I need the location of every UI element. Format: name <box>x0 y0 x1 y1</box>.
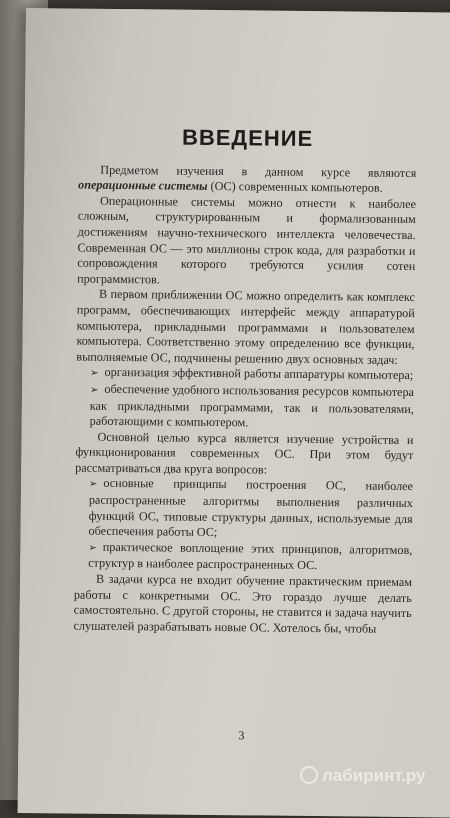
watermark-text: лабиринт.ру <box>322 766 426 785</box>
bullet-arrow-icon: ➢ <box>88 542 97 554</box>
page-number: 3 <box>238 728 245 743</box>
watermark <box>300 766 425 786</box>
list-item-2 <box>76 381 414 432</box>
bullet-arrow-icon: ➢ <box>88 479 98 491</box>
paragraph-1 <box>78 162 416 197</box>
book-page <box>18 8 450 818</box>
paragraph-2: Операционные системы можно отнести к наиболее сложным, структурированным и формализованным достижениям научно-технического интеллекта человечества. Современная ОС — это миллионы строк кода, для разработки и сопровождения которого требуются усилия сотен программистов. <box>77 193 417 287</box>
list-item-text: организация эффективной работы аппаратуры компьютера; <box>104 365 414 383</box>
list-item-4 <box>74 539 412 575</box>
list-item-text: практическое воплощение этих принципов, алгоритмов, структур в наиболее распространенных ОС. <box>88 539 413 573</box>
list-item-text: основные принципы построения ОС, наиболее распространенные алгоритмы выполнения различных функций ОС, типовые структуры данных, используемые для обеспечения работы ОС; <box>88 476 414 540</box>
paragraph-1-emphasis: операционные системы <box>78 177 208 194</box>
page-content <box>73 124 417 743</box>
page-title: ВВЕДЕНИЕ <box>181 124 314 152</box>
bullet-arrow-icon: ➢ <box>89 384 99 396</box>
paragraph-1-start: Предметом изучения в данном курсе являются <box>100 162 417 180</box>
bullet-arrow-icon: ➢ <box>90 368 99 380</box>
list-item-text: обеспечение удобного использования ресурсов компьютера как прикладными программами, так и пользователями, работающими с компьютером. <box>89 381 415 430</box>
paragraph-1-end: (ОС) современных компьютеров. <box>207 179 383 195</box>
paragraph-3: В первом приближении ОС можно определить как комплекс программ, обеспечивающих интерфейс между аппаратурой компьютера, прикладными программами и пользователем компьютера. Соответственно этому определению все функции, выполняемые ОС, подчинены решению двух основных задач: <box>76 287 416 367</box>
paragraph-5: В задачи курса не входит обучение практическим приемам работы с конкретными ОС. Это гораздо лучше делать самостоятельно. С другой стороны, не ставится и задача научить слушателей разрабатывать новые ОС. Хотелось бы, чтобы <box>73 571 413 636</box>
list-item-3 <box>74 476 413 543</box>
paragraph-4: Основной целью курса является изучение устройства и функционирования современных ОС. При этом будут рассматриваться два круга вопросов: <box>75 429 414 477</box>
labirint-logo-icon <box>300 766 318 784</box>
